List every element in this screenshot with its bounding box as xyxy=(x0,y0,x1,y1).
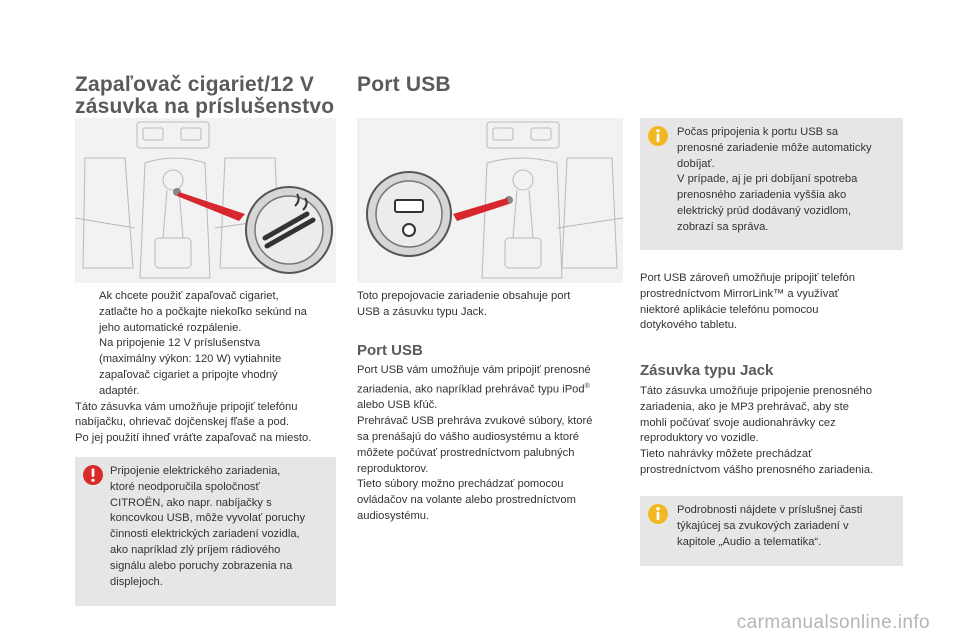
audio-info-text: Podrobnosti nájdete v príslušnej časti týkajúcej sa zvukových zariadení v kapitole „Audio a telematika“. xyxy=(677,504,863,548)
info-icon xyxy=(647,125,669,147)
left-title xyxy=(75,74,334,117)
title-line-1: Zapaľovač cigariet/12 V xyxy=(75,73,315,96)
lighter-instructions xyxy=(75,289,345,447)
usb-body: Port USB vám umožňuje vám pripojiť prenosné zariadenia, ako napríklad prehrávač typu iPod® alebo USB kľúč. Prehrávač USB prehráva zvukové súbory, ktoré sa prenášajú do vášho audiosystému a ktoré môžete počúvať prostredníctvom palubných reproduktorov. Tieto súbory možno prechádzať pomocou ovládačov na volante alebo prostredníctvom audiosystému. xyxy=(357,364,593,522)
usb-drawing xyxy=(357,118,623,283)
jack-subtitle: Zásuvka typu Jack xyxy=(640,362,774,379)
usb-charging-info-box xyxy=(640,118,903,250)
jack-body: Táto zásuvka umožňuje pripojenie prenosného zariadenia, ako je MP3 prehrávač, aby ste mohli počúvať svoje audionahrávky cez reproduktory vo vozidle. Tieto nahrávky môžete prechádzať prostredníctvom vášho prenosného zariadenia. xyxy=(640,385,874,476)
registered-mark: ® xyxy=(584,382,590,390)
bullet-item-1: Ak chcete použiť zapaľovač cigariet, zatlačte ho a počkajte niekoľko sekúnd na jeho automatické rozpálenie. xyxy=(99,290,307,334)
usb-port-title: Port USB xyxy=(357,73,451,96)
title-line-2: zásuvka na príslušenstvo xyxy=(75,95,335,118)
lighter-paragraph: Táto zásuvka vám umožňuje pripojiť telefónu nabíjačku, ohrievač dojčenskej fľaše a pod. Po jej použití ihneď vráťte zapaľovač na miesto. xyxy=(75,400,312,445)
cigarette-lighter-illustration xyxy=(75,118,336,283)
lighter-drawing xyxy=(75,118,336,283)
warning-box xyxy=(75,457,336,606)
usb-subtitle: Port USB xyxy=(357,342,423,359)
usb-intro: Toto prepojovacie zariadenie obsahuje port USB a zásuvku typu Jack. xyxy=(357,290,571,318)
warning-text: Pripojenie elektrického zariadenia, ktoré neodporučila spoločnosť CITROËN, ako napr. nabíjačky s koncovkou USB, môže vyvolať poruchy činnosti elektrických zariadení vozidla, ako napríklad zlý príjem rádiového signálu alebo poruchy zobrazenia na displejoch. xyxy=(110,465,306,588)
bullet-item-2: Na pripojenie 12 V príslušenstva (maximálny výkon: 120 W) vytiahnite zapaľovač cigariet a pripojte vhodný adaptér. xyxy=(99,337,282,397)
audio-info-box xyxy=(640,496,903,566)
warning-icon xyxy=(82,464,104,486)
watermark[interactable]: carmanualsonline.info xyxy=(736,612,930,633)
usb-charging-info-text: Počas pripojenia k portu USB sa prenosné zariadenie môže automaticky dobíjať. V prípade, aj je pri dobíjaní spotreba prenosného zariadenia vyššia ako elektrický prúd dodávaný vozidlom, zobrazí sa správa. xyxy=(677,126,872,233)
usb-port-illustration xyxy=(357,118,623,283)
mirrorlink-paragraph: Port USB zároveň umožňuje pripojiť telefón prostredníctvom MirrorLink™ a využívať niektoré aplikácie telefónu pomocou dotykového tabletu. xyxy=(640,272,856,332)
info-icon xyxy=(647,503,669,525)
